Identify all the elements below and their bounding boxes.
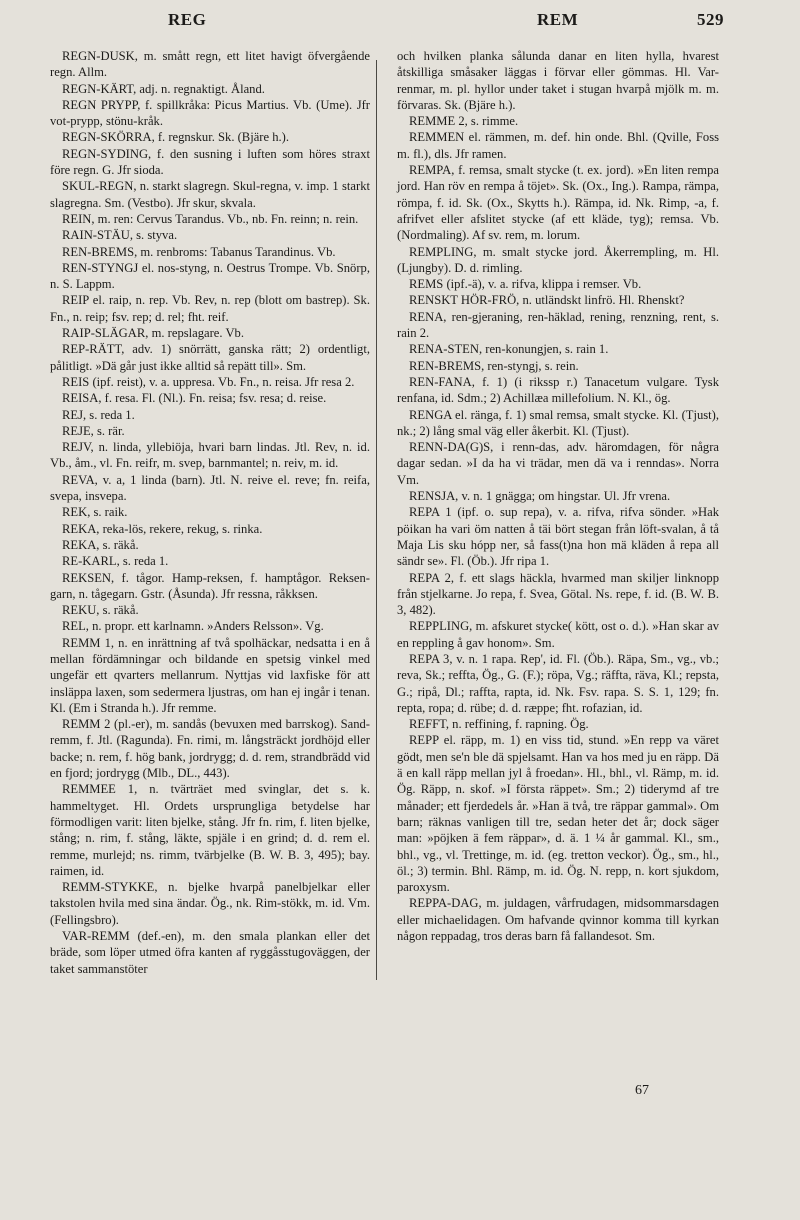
dictionary-entry: REKSEN, f. tågor. Hamp-reksen, f. hamptågor. Reksen-garn, n. tågegarn. Gstr. (Åsunda). Jfr ressna, råkksen. — [50, 570, 370, 601]
right-column — [397, 48, 719, 944]
dictionary-entry: REN-FANA, f. 1) (i rikssp r.) Tanacetum vulgare. Tysk renfana, id. Sdm.; 2) Achillæa millefolium. N. Kl., ög. — [397, 374, 719, 406]
column-divider — [376, 60, 377, 980]
dictionary-entry: REPPLING, m. afskuret stycke( kött, ost o. d.). »Han skar av en reppling å gav honom». Sm. — [397, 619, 719, 650]
dictionary-entry: REK, s. raik. — [62, 505, 128, 520]
dictionary-entry: REFFT, n. reffining, f. rapning. Ög. — [409, 717, 589, 732]
dictionary-entry: REP-RÄTT, adv. 1) snörrätt, ganska rätt; 2) ordentligt, pålitligt. »Dä går just ikke alltid så repätt till». Sm. — [50, 342, 370, 373]
dictionary-entry: REKA, s. räkå. — [62, 537, 139, 552]
running-head-center: REM — [537, 10, 579, 29]
running-head-left: REG — [168, 10, 207, 29]
dictionary-entry: REMPLING, m. smalt stycke jord. Åkerrempling, m. Hl. (Ljungby). D. d. rimling. — [397, 244, 719, 275]
dictionary-entry: REISA, f. resa. Fl. (Nl.). Fn. reisa; fsv. resa; d. reise. — [62, 391, 327, 406]
dictionary-entry: RENSJA, v. n. 1 gnägga; om hingstar. Ul. Jfr vrena. — [409, 489, 671, 504]
dictionary-entry: REMM 1, n. en inrättning af två spolhäckar, nedsatta i en å mellan fördämningar och bildande en spetsig vinkel med ungefär ett qvarters mellanrum. Nyttjas vid laxfiske för att insläppa laxen, som sedermera ljustras, om han ej ingår i tenan. Kl. (Em i Stranda h.). Jfr remme. — [50, 635, 370, 715]
dictionary-entry: REIS (ipf. reist), v. a. uppresa. Vb. Fn., n. reisa. Jfr resa 2. — [62, 374, 355, 389]
dictionary-entry: RENGA el. ränga, f. 1) smal remsa, smalt stycke. Kl. (Tjust), nk.; 2) lång smal väg eller åkerbit. Kl. (Tjust). — [397, 407, 719, 438]
dictionary-entry: RAIP-SLÄGAR, m. repslagare. Vb. — [62, 326, 245, 341]
dictionary-entry: REPA 3, v. n. 1 rapa. Rep', id. Fl. (Öb.). Räpa, Sm., vg., vb.; reva, Sk.; reffta, Ög., G. (F.); röpa, Vg.; räffta, räva, Kl.; repsta, G.; ripå, Dl.; raffta, rapta, id. Nk. Fsv. rapa. S. S. 1, 129; fn. repta, ropa; d. rübe; d. d. ræppe; fht. rofazian, id. — [397, 651, 719, 715]
dictionary-entry: REJ, s. reda 1. — [62, 407, 135, 422]
dictionary-entry: RAIN-STÄU, s. styva. — [62, 228, 178, 243]
dictionary-entry: VAR-REMM (def.-en), m. den smala plankan eller det bräde, som löper utmed öfra kanten af ryggåsstugoväggen, der taket sammanstöter — [50, 929, 370, 976]
dictionary-entry: REVA, v. a, 1 linda (barn). Jtl. N. reive el. reve; fn. reifa, svepa, insvepa. — [50, 472, 370, 504]
dictionary-entry: REJV, n. linda, yllebiöja, hvari barn lindas. Jtl. Rev, n. id. Vb., åm., vl. Fn. reifr, m. svep, barnmantel; n. reiv, m. id. — [50, 440, 370, 471]
dictionary-entry: RENSKT HÖR-FRÖ, n. utländskt linfrö. Hl. Rhenskt? — [409, 293, 685, 308]
dictionary-entry: REMME 2, s. rimme. — [409, 114, 519, 129]
sheet-signature: 67 — [635, 1083, 649, 1098]
dictionary-entry: REGN PRYPP, f. spillkråka: Picus Martius. Vb. (Ume). Jfr vot-prypp, stönu-kråk. — [50, 97, 370, 129]
dictionary-entry: REGN-SYDING, f. den susning i luften som höres straxt före regn. G. Jfr sioda. — [50, 146, 370, 178]
dictionary-entry: SKUL-REGN, n. starkt slagregn. Skul-regna, v. imp. 1 starkt slagregna. Sm. (Vestbo). Jfr skur, skvala. — [50, 179, 370, 210]
dictionary-entry: REMM-STYKKE, n. bjelke hvarpå panelbjelkar eller takstolen hvila med sina ändar. Ög., nk. Rim-stökk, m. id. Vm. (Fellingsbro). — [50, 880, 370, 927]
dictionary-entry: REKU, s. räkå. — [62, 603, 139, 618]
dictionary-entry: och hvilken planka sålunda danar en liten hylla, hvarest åtskilliga småsaker läggas i förvar eller gömmas. Hl. Var-renmar, m. pl. hyllor under taket i stugan hvarpå mjölk m. m. förvaras. Sk. (Bjäre h.). — [397, 49, 719, 112]
left-column — [50, 48, 370, 977]
dictionary-entry: RENA-STEN, ren-konungjen, s. rain 1. — [409, 342, 609, 357]
page-number: 529 — [697, 10, 724, 29]
dictionary-entry: REN-STYNGJ el. nos-styng, n. Oestrus Trompe. Vb. Snörp, n. S. Lappm. — [50, 260, 370, 292]
dictionary-entry: REIP el. raip, n. rep. Vb. Rev, n. rep (blott om bastrep). Sk. Fn., n. reip; fsv. rep; d. rel; fht. reif. — [50, 293, 370, 324]
dictionary-entry: REPA 1 (ipf. o. sup repa), v. a. rifva, rifva sönder. »Hak pöikan ha vari öm natten å täi bört stegan från löft-svalan, å tå Maja Lis sku hópp ner, så fass(t)na hon mä kläden å repa all sändr se». Fl. (Öb.). Jfr ripa 1. — [397, 505, 719, 569]
dictionary-entry: REPPA-DAG, m. juldagen, vårfrudagen, midsommarsdagen eller michaelidagen. Om hafvande qvinnor komma till kyrkan någon reppadag, tros deras barn få fallandesot. Sm. — [397, 896, 719, 944]
dictionary-entry: REGN-DUSK, m. smått regn, ett litet havigt öfvergående regn. Allm. — [50, 49, 370, 80]
dictionary-entry: REGN-SKÖRRA, f. regnskur. Sk. (Bjäre h.). — [62, 130, 290, 145]
dictionary-entry: REKA, reka-lös, rekere, rekug, s. rinka. — [62, 521, 263, 536]
dictionary-entry: RENN-DA(G)S, i renn-das, adv. häromdagen, för några dagar sedan. »I da ha vi trädar, men dä va i renndas». Norra Vm. — [397, 440, 719, 487]
dictionary-entry: REIN, m. ren: Cervus Tarandus. Vb., nb. Fn. reinn; n. rein. — [62, 211, 359, 226]
dictionary-entry: REMS (ipf.-ä), v. a. rifva, klippa i remser. Vb. — [409, 277, 642, 292]
dictionary-entry: REJE, s. rär. — [62, 423, 125, 438]
dictionary-entry: RE-KARL, s. reda 1. — [62, 554, 169, 569]
dictionary-entry: RENA, ren-gjeraning, ren-häklad, rening, renzning, rent, s. rain 2. — [397, 309, 719, 341]
dictionary-entry: REMM 2 (pl.-er), m. sandås (bevuxen med barrskog). Sand-remm, f. Jtl. (Ragunda). Fn. rimi, m. långsträckt jordhöjd eller backe; n. rem, f. hög bank, jordrygg; d. d. rem, strandbrädd vid en fjord; jordrygg (Mlb., DL., 443). — [50, 717, 370, 781]
dictionary-entry: REMMEN el. rämmen, m. def. hin onde. Bhl. (Qville, Foss m. fl.), dls. Jfr ramen. — [397, 130, 719, 161]
dictionary-entry: REMMEE 1, n. tvärträet med svinglar, det s. k. hammeltyget. Hl. Ordets ursprungliga betydelse har förmodligen varit: liten bjelke, stång. Jfr fn. rim, f. liten bjelke, stång; n. rim, f. stång, läkte, spjäle i en grind; d. d. rem el. remme, murlejd; ns. rimm, tvärbjelke (B. W. B. 3, 495); bay. raimen, id. — [50, 782, 370, 878]
dictionary-entry: REGN-KÄRT, adj. n. regnaktigt. Åland. — [62, 81, 265, 96]
dictionary-entry: REPA 2, f. ett slags häckla, hvarmed man skiljer linknopp från stjelkarne. Jo repa, f. Svea, Götal. Ns. repe, f. id. (B. W. B. 3, 482). — [397, 570, 719, 618]
dictionary-entry: REN-BREMS, m. renbroms: Tabanus Tarandinus. Vb. — [62, 244, 336, 259]
dictionary-entry: REMPA, f. remsa, smalt stycke (t. ex. jord). »En liten rempa jord. Han röv en rempa å töjet». Sk. (Ox., Ing.). Rampa, rämpa, römpa, f. id. Sk. (Ox., Skytts h.). Rämpa, id. Nk. Rimp, -a, f. afrifvet eller afslitet stycke (af ett kläde, tyg); remsa. Vb. (Nordmaling). Af sv. rem, m. lorum. — [397, 163, 719, 243]
dictionary-entry: REPP el. räpp, m. 1) en viss tid, stund. »En repp va väret gödt, men se'n ble dä spjelsamt. Han va hos med ju en räpp. Dä ä en kall räpp mellan jyl å froedan». Hl., bhl., vl. Rämp, m. id. Ög. Räpp, n. skof. »I första räppet». Sm.; 2) tiderymd af tre månader; ett fjerdedels år. »Han ä två, tre räppar gammal». Om barn; räknas vanligen till tre, sedan heter det år; dock säger man: »pöjken ä fem räppar», d. ä. 1 ¼ år gammal. Kl., sm., bhl., vg., vl. Trettinge, m. id. (eg. tretton veckor). Ög., sm., hl., öl.; 3) termin. Bhl. Rämp, m. id. Ög. N. repp, n. kort sjukdom, paroxysm. — [397, 733, 719, 895]
dictionary-entry: REL, n. propr. ett karlnamn. »Anders Relsson». Vg. — [62, 619, 324, 634]
dictionary-entry: REN-BREMS, ren-styngj, s. rein. — [409, 358, 579, 373]
